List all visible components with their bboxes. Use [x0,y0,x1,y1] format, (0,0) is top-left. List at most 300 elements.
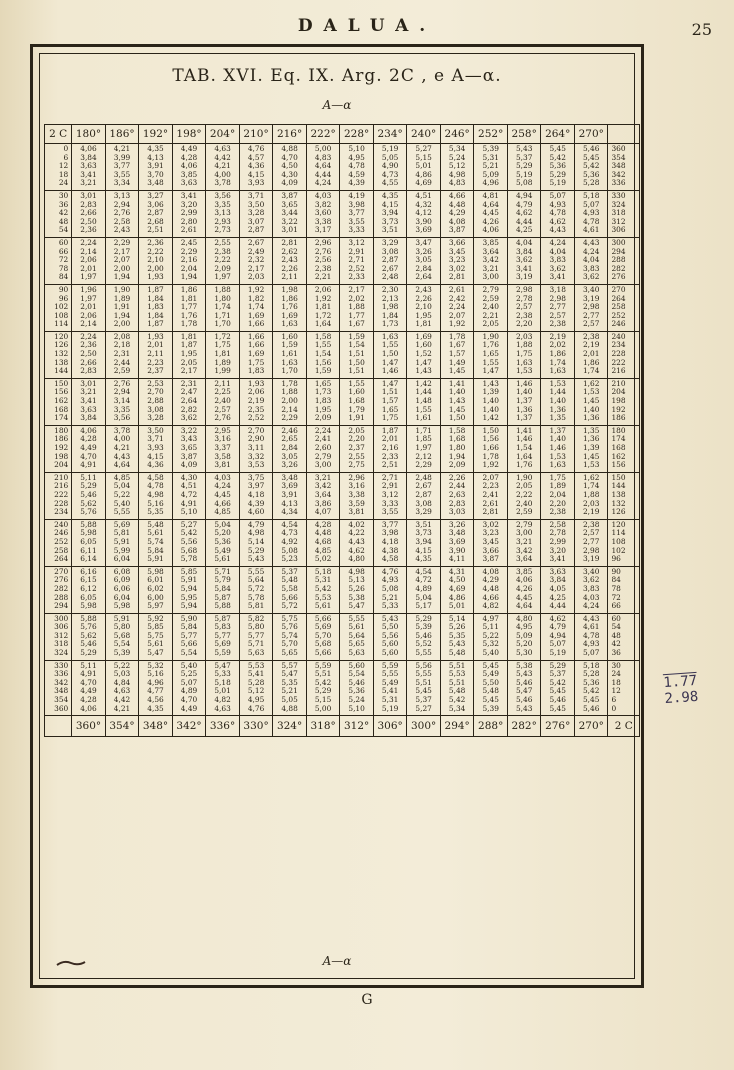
table-value: 3,29 [415,507,432,517]
table-value: 4,82 [214,695,231,705]
table-value: 1,83 [247,366,265,376]
table-value: 5,45 [415,686,432,696]
table-value: 5,98 [80,528,97,538]
row-argument-left [45,425,72,472]
table-value: 4,35 [147,144,164,153]
table-value: 2,19 [582,340,600,350]
table-cell [72,331,106,378]
table-value: 1,58 [314,331,332,341]
column-header: 240° [407,125,441,144]
table-value: 4,06 [80,703,97,713]
table-value: 2,11 [214,378,231,388]
table-value: 3,84 [80,413,97,423]
table-value: 5,94 [180,601,198,611]
row-argument-left [45,566,72,613]
table-value: 1,60 [348,387,365,397]
table-value: 4,49 [180,703,198,713]
table-value: 5,79 [214,575,231,585]
table-value: 1,81 [214,349,231,359]
table-value: 1,68 [448,434,466,444]
table-value: 1,71 [415,425,432,435]
table-cell [474,660,508,716]
table-value: 54 [58,225,69,235]
table-value: 4,72 [415,575,432,585]
table-value: 5,66 [180,639,198,649]
table-value: 1,46 [381,366,399,376]
table-value: 4,86 [415,169,432,179]
table-value: 5,48 [448,648,466,658]
table-value: 1,47 [482,366,499,376]
table-value: 2,81 [281,237,298,247]
table-cell [507,144,541,191]
table-value: 4,15 [415,545,432,555]
table-value: 5,04 [415,592,432,602]
table-value: 4,98 [147,489,164,499]
table-value: 2,29 [180,246,198,256]
table-value: 5,26 [348,583,365,593]
table-value: 1,87 [381,425,399,435]
table-value: 2,35 [247,404,265,414]
table-value: 1,41 [515,425,533,435]
column-header: 228° [340,125,374,144]
table-cell [541,331,575,378]
table-value: 4,66 [448,190,466,200]
table-value: 1,84 [147,310,164,320]
table-value: 4,78 [348,161,365,171]
table-value: 1,53 [515,366,533,376]
table-value: 2,87 [147,208,164,218]
table-cell [306,144,340,191]
table-value: 2,76 [314,246,332,256]
table-value: 5,29 [80,648,97,658]
table-value: 6,06 [113,583,131,593]
table-value: 5,37 [515,152,533,162]
table-value: 3,40 [582,284,600,294]
table-value: 2,00 [147,263,164,273]
table-cell [273,566,307,613]
table-value: 4,50 [448,575,466,585]
table-value: 4,06 [80,425,97,435]
table-value: 84 [611,575,621,585]
table-value: 258 [611,302,626,312]
table-value: 6,15 [80,575,97,585]
table-value: 3,26 [415,246,432,256]
table-value: 2,11 [147,349,164,359]
table-value: 4,64 [113,460,131,470]
table-value: 5,27 [180,519,198,529]
table-value: 2,18 [113,340,131,350]
row-argument-right [608,519,640,566]
table-cell [507,660,541,716]
table-value: 240 [611,331,626,341]
table-value: 4,32 [415,199,432,209]
table-value: 1,75 [247,357,265,367]
table-value: 2,04 [180,263,198,273]
table-value: 342 [54,677,69,687]
table-value: 3,73 [415,528,432,538]
table-value: 3,55 [348,216,365,226]
table-value: 1,81 [180,331,198,341]
table-cell [105,613,139,660]
table-cell [273,190,307,237]
table-cell [306,237,340,284]
table-value: 5,46 [348,677,365,687]
table-value: 1,61 [281,349,298,359]
table-value: 4,19 [348,190,365,200]
table-value: 1,39 [582,443,600,452]
table-value: 1,91 [348,413,365,423]
table-value: 2,96 [314,237,332,247]
table-value: 4,79 [247,519,265,529]
table-value: 5,63 [348,648,365,658]
table-cell [239,144,273,191]
table-value: 2,59 [113,366,131,376]
table-value: 90 [611,566,621,576]
table-value: 2,02 [549,340,566,350]
table-value: 2,82 [180,404,198,414]
table-cell [440,519,474,566]
table-value: 1,75 [515,349,533,359]
table-value: 5,32 [147,660,164,670]
table-value: 6,11 [80,545,97,555]
table-value: 4,39 [247,498,265,508]
table-value: 1,97 [80,272,97,282]
table-value: 180 [611,425,626,435]
table-cell [273,519,307,566]
table-value: 252 [611,310,626,320]
table-value: 5,19 [515,169,533,179]
table-value: 1,48 [415,396,432,406]
table-value: 5,42 [549,152,566,162]
table-value: 2,60 [314,443,332,452]
table-value: 3,38 [348,489,365,499]
table-value: 2,50 [80,216,97,226]
table-value: 2,76 [214,413,231,423]
table-cell [172,190,206,237]
table-value: 4,79 [549,622,566,632]
table-value: 48 [611,630,621,640]
table-value: 1,83 [147,302,164,312]
table-cell [340,425,374,472]
table-value: 4,09 [281,178,298,188]
table-value: 4,02 [348,519,365,529]
table-cell [373,331,407,378]
table-value: 5,80 [247,622,265,632]
table-value: 4,96 [147,677,164,687]
table-value: 1,40 [482,396,499,406]
table-value: 1,92 [247,284,265,294]
table-value: 1,93 [247,378,265,388]
table-value: 2,38 [515,310,533,320]
table-cell [72,190,106,237]
table-value: 258 [54,545,69,555]
table-value: 1,83 [314,396,332,406]
table-value: 3,55 [113,169,131,179]
table-cell [407,660,441,716]
table-value: 306 [611,225,626,235]
table-cell [273,425,307,472]
table-cell [474,190,508,237]
table-value: 2,07 [448,310,466,320]
table-value: 264 [611,293,626,303]
page-number: 25 [691,20,712,39]
table-cell [507,472,541,519]
table-value: 2,06 [314,284,332,294]
table-value: 1,59 [348,331,365,341]
table-value: 1,82 [247,293,265,303]
table-value: 2,33 [381,451,399,461]
table-value: 1,67 [448,340,466,350]
table-value: 5,48 [281,575,298,585]
table-value: 108 [611,536,626,546]
table-value: 5,87 [214,592,231,602]
table-value: 3,17 [314,225,332,235]
table-value: 3,26 [281,460,298,470]
table-value: 5,03 [113,669,131,679]
table-value: 3,50 [247,199,265,209]
table-value: 4,62 [515,208,533,218]
table-value: 3,93 [147,443,164,452]
table-value: 1,46 [515,434,533,444]
table-row-block [45,613,640,660]
table-value: 2,55 [214,237,231,247]
table-value: 5,54 [348,669,365,679]
table-value: 2,43 [281,255,298,265]
table-cell [206,519,240,566]
table-value: 2,65 [281,434,298,444]
table-value: 318 [611,208,626,218]
table-cell [239,472,273,519]
table-value: 1,95 [180,349,198,359]
table-value: 4,68 [314,536,332,546]
table-value: 3,90 [415,216,432,226]
table-value: 1,35 [549,413,566,423]
table-value: 4,80 [515,613,533,623]
table-value: 5,10 [348,144,365,153]
table-value: 2,73 [214,225,231,235]
table-value: 5,42 [314,677,332,687]
column-header: 252° [474,125,508,144]
table-value: 4,89 [180,686,198,696]
table-cell [306,190,340,237]
table-value: 2,57 [214,404,231,414]
table-value: 5,91 [113,613,131,623]
table-value: 3,63 [549,566,566,576]
table-value: 3,21 [515,536,533,546]
table-value: 5,48 [147,519,164,529]
row-argument-right [608,425,640,472]
table-value: 5,66 [314,648,332,658]
table-value: 72 [58,255,69,265]
table-value: 1,53 [582,387,600,397]
table-value: 4,93 [582,639,600,649]
table-value: 2,62 [281,246,298,256]
table-value: 3,84 [515,246,533,256]
table-value: 1,42 [482,413,499,423]
table-value: 5,46 [582,144,600,153]
table-value: 2,25 [214,387,231,397]
table-value: 1,75 [381,413,399,423]
table-value: 5,39 [482,144,499,153]
table-value: 4,08 [448,216,466,226]
table-value: 2,00 [113,319,131,329]
table-value: 5,55 [415,648,432,658]
table-value: 6,05 [80,536,97,546]
table-cell [139,425,173,472]
table-value: 2,01 [582,349,600,359]
table-value: 1,52 [415,349,432,359]
table-value: 1,65 [482,349,499,359]
table-value: 5,60 [381,639,399,649]
table-value: 48 [58,216,69,226]
table-value: 5,84 [180,622,198,632]
table-value: 5,61 [147,639,164,649]
table-value: 3,05 [415,255,432,265]
table-value: 2,80 [180,216,198,226]
table-value: 2,16 [180,255,198,265]
table-value: 4,45 [214,489,231,499]
table-value: 5,29 [549,169,566,179]
table-value: 1,51 [348,366,365,376]
table-value: 5,81 [247,601,265,611]
table-value: 12 [611,686,621,696]
table-value: 5,61 [214,554,231,564]
table-cell [574,425,608,472]
table-value: 5,29 [515,161,533,171]
table-value: 1,76 [180,310,198,320]
table-value: 2,57 [515,302,533,312]
table-cell [507,378,541,425]
table-value: 3,63 [180,178,198,188]
table-value: 5,55 [381,669,399,679]
table-value: 2,91 [348,246,365,256]
table-value: 5,22 [482,630,499,640]
table-value: 330 [611,190,626,200]
table-value: 1,35 [582,425,600,435]
table-value: 5,02 [314,554,332,564]
table-value: 5,91 [147,554,164,564]
table-value: 2,22 [214,255,231,265]
table-cell [340,472,374,519]
column-header: 258° [507,125,541,144]
table-value: 5,87 [214,613,231,623]
table-cell [139,331,173,378]
row-argument-left [45,190,72,237]
table-value: 1,44 [549,387,566,397]
table-value: 4,28 [180,152,198,162]
table-cell [306,613,340,660]
table-cell [507,425,541,472]
table-cell [440,284,474,331]
table-cell [72,378,106,425]
table-value: 5,77 [180,630,198,640]
table-cell [507,237,541,284]
table-value: 5,45 [549,144,566,153]
column-footer: 300° [407,716,441,737]
table-value: 4,78 [582,216,600,226]
table-value: 4,95 [515,622,533,632]
table-value: 1,97 [214,272,231,282]
table-value: 1,74 [247,302,265,312]
table-value: 5,47 [515,686,533,696]
table-value: 5,49 [214,545,231,555]
table-cell [273,237,307,284]
table-value: 4,30 [281,169,298,179]
table-value: 2,84 [415,263,432,273]
table-value: 3,35 [113,404,131,414]
table-value: 4,24 [214,481,231,491]
table-value: 6,09 [113,575,131,585]
table-value: 3,13 [214,208,231,218]
table-value: 2,59 [482,293,499,303]
table-value: 1,62 [582,378,600,388]
table-value: 3,41 [80,396,97,406]
table-value: 5,71 [214,566,231,576]
table-value: 1,70 [281,366,298,376]
table-value: 312 [54,630,69,640]
row-argument-left [45,519,72,566]
table-value: 4,21 [113,703,131,713]
table-value: 3,14 [113,396,131,406]
table-value: 276 [611,272,626,282]
table-value: 168 [611,443,626,452]
table-cell [373,566,407,613]
table-value: 5,54 [113,639,131,649]
column-header: 264° [541,125,575,144]
table-value: 4,26 [482,216,499,226]
table-cell [239,237,273,284]
table-value: 2,38 [314,263,332,273]
table-value: 5,13 [348,575,365,585]
table-value: 5,46 [549,695,566,705]
table-value: 6,08 [113,566,131,576]
table-value: 3,23 [448,255,466,265]
table-cell [206,284,240,331]
table-value: 1,57 [448,349,466,359]
table-value: 1,65 [314,378,332,388]
column-footer: 360° [72,716,106,737]
table-cell [340,519,374,566]
column-header: 180° [72,125,106,144]
table-value: 3,28 [147,413,164,423]
column-argument-label-bottom: A—α [322,954,352,968]
table-value: 4,64 [515,601,533,611]
table-cell [139,472,173,519]
column-footer: 312° [340,716,374,737]
table-value: 4,69 [448,583,466,593]
table-value: 1,53 [549,451,566,461]
table-value: 1,63 [549,366,566,376]
table-value: 1,36 [582,413,600,423]
table-value: 5,45 [549,686,566,696]
table-value: 3,78 [113,425,131,435]
table-value: 4,51 [180,481,198,491]
table-value: 5,54 [180,648,198,658]
table-value: 2,76 [113,378,131,388]
row-argument-right [608,378,640,425]
table-cell [541,613,575,660]
table-value: 5,46 [415,630,432,640]
table-value: 5,09 [482,169,499,179]
table-value: 1,54 [515,443,533,452]
table-value: 5,01 [415,161,432,171]
table-value: 5,37 [549,669,566,679]
table-value: 1,51 [381,387,399,397]
table-cell [72,613,106,660]
table-value: 2,14 [281,404,298,414]
table-value: 4,39 [348,178,365,188]
table-value: 5,15 [314,695,332,705]
